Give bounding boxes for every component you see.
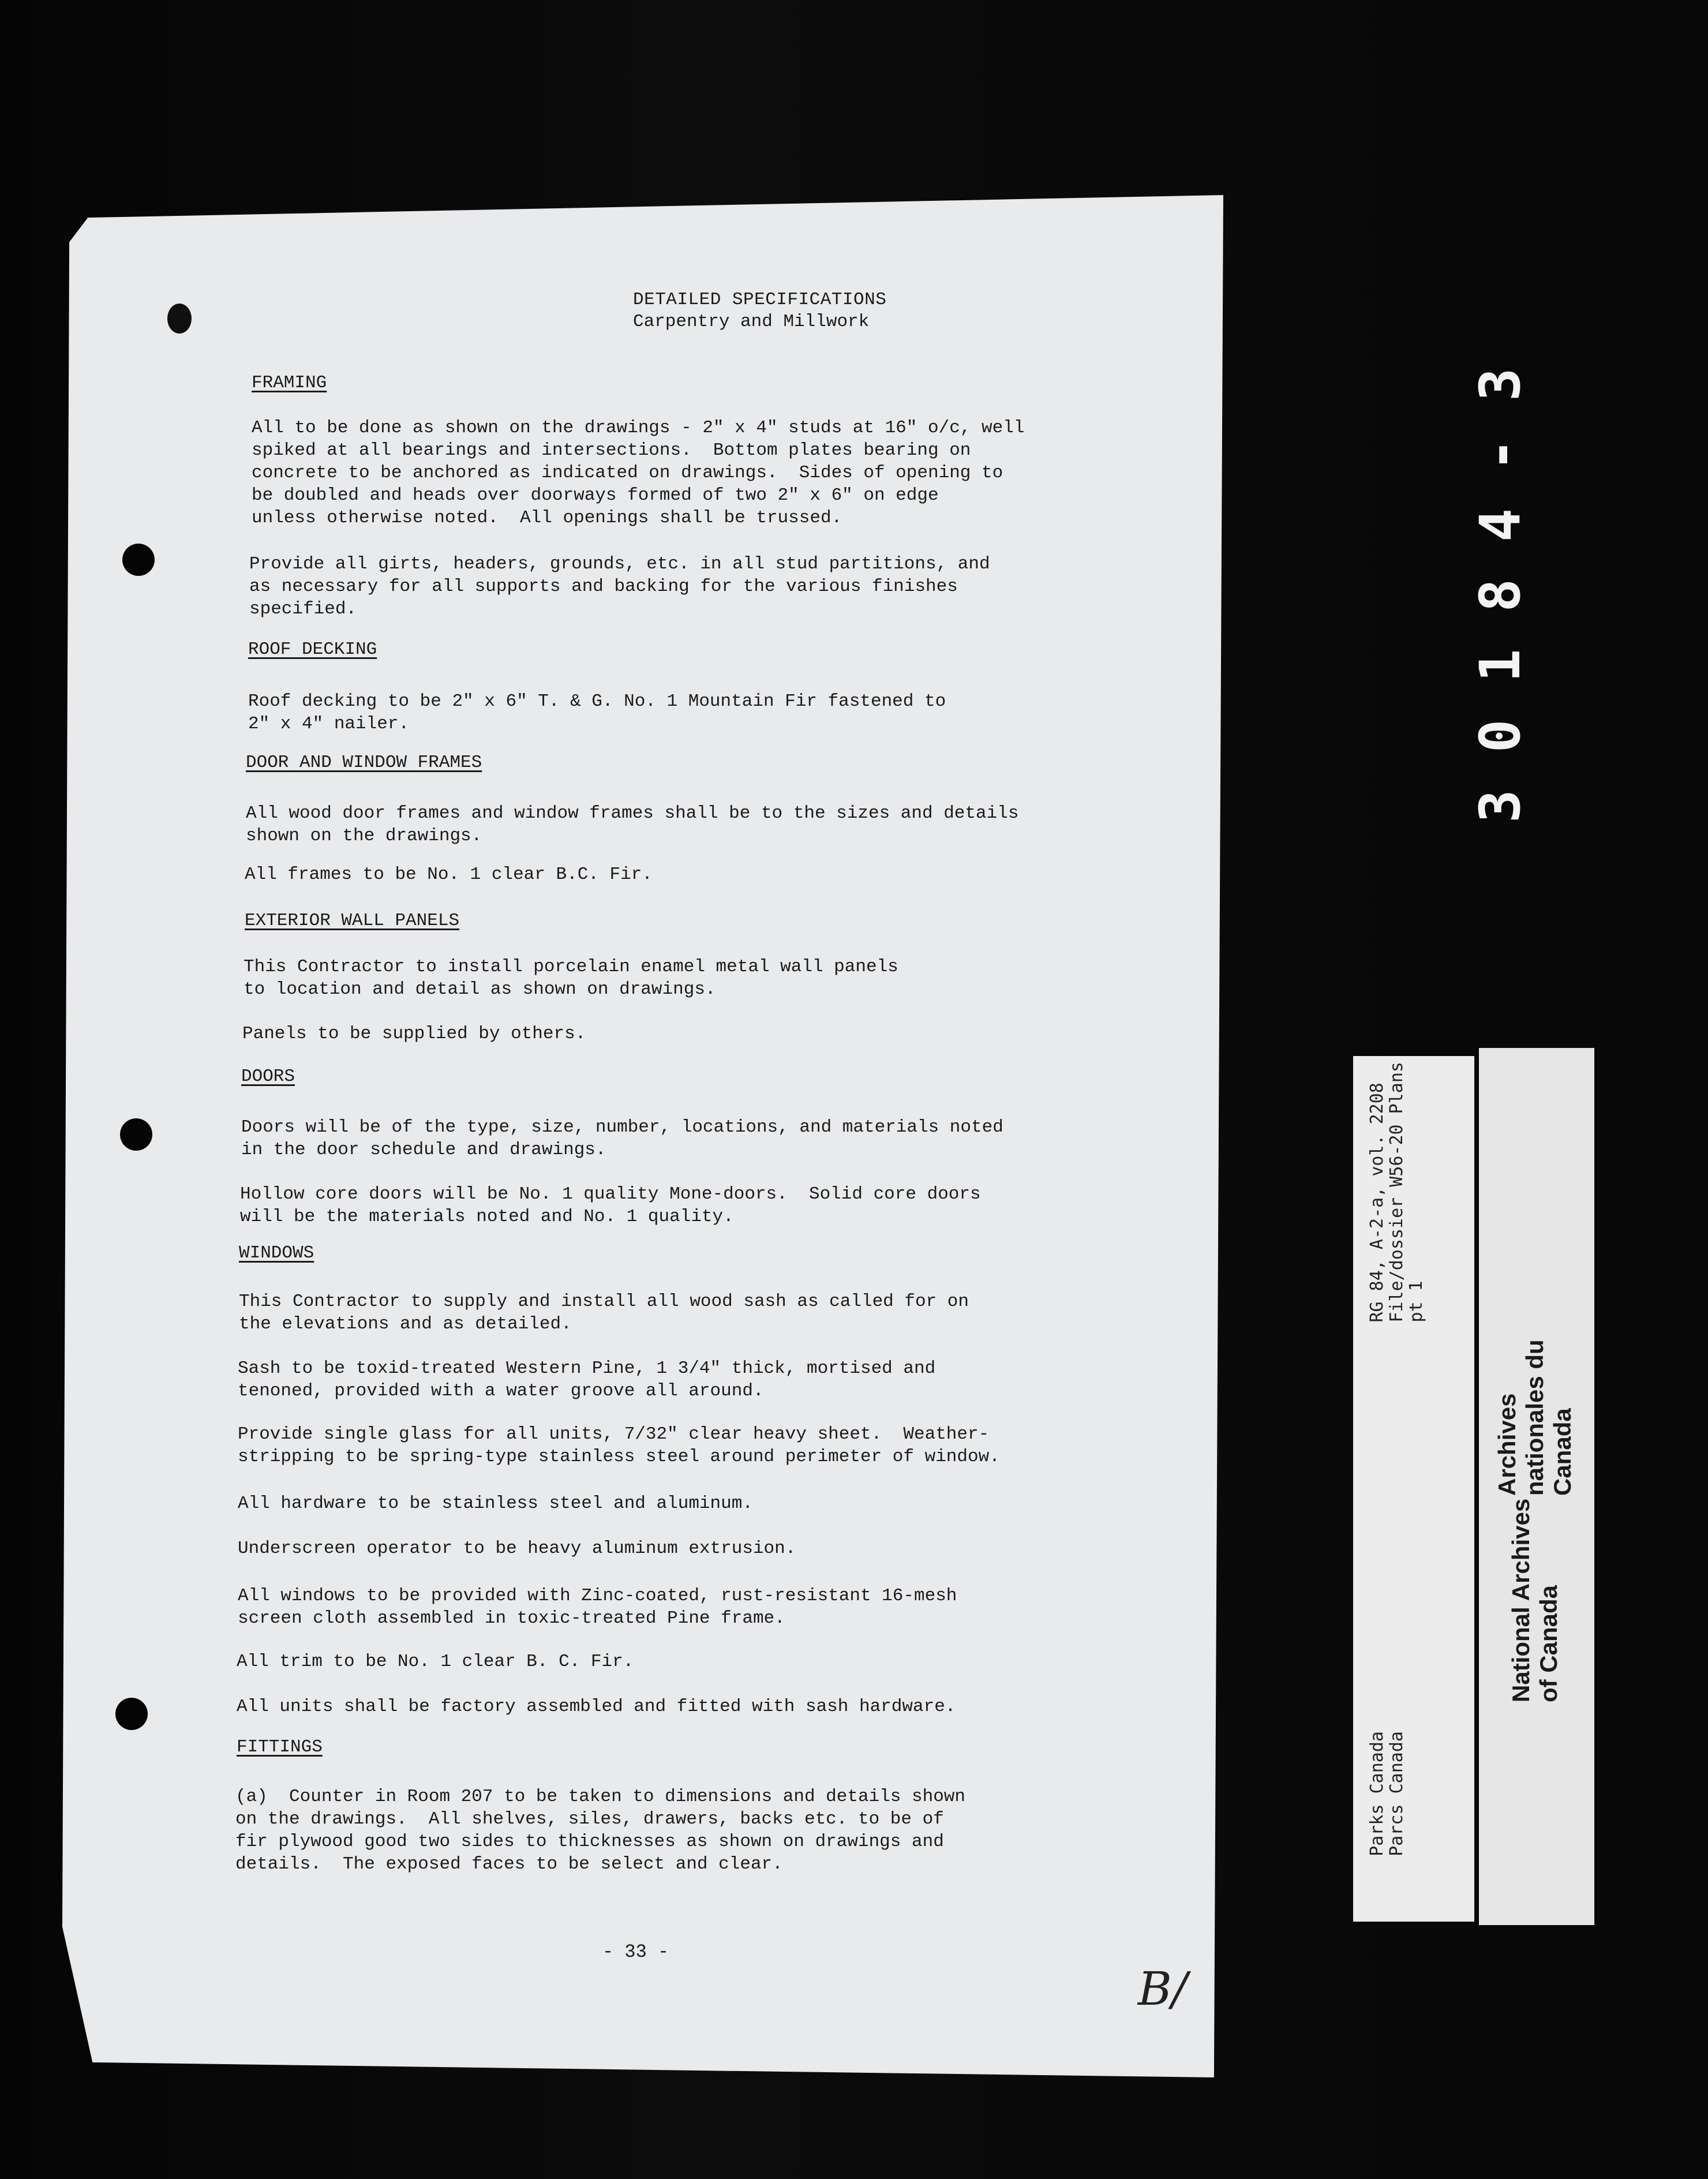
section-heading-exterior-wall-panels: EXTERIOR WALL PANELS <box>245 911 460 931</box>
punch-hole <box>122 544 155 576</box>
paragraph: This Contractor to install porcelain enamel metal wall panels to location and detail as shown on drawings. <box>244 957 898 999</box>
section-heading-door-window-frames: DOOR AND WINDOW FRAMES <box>246 752 482 773</box>
archive-institution-fr: Archives nationales du Canada <box>1493 1339 1576 1496</box>
archive-institution <box>1486 1270 1584 1702</box>
document-title: DETAILED SPECIFICATIONS <box>633 290 887 310</box>
paragraph: All wood door frames and window frames shall be to the sizes and details shown on the drawings. <box>246 803 1019 846</box>
ink-blot <box>167 304 192 334</box>
archive-department: Parks Canada Parcs Canada <box>1367 1731 1407 1856</box>
section-heading-fittings: FITTINGS <box>237 1737 323 1757</box>
paragraph: All trim to be No. 1 clear B. C. Fir. <box>237 1652 634 1672</box>
section-heading-framing: FRAMING <box>252 373 327 393</box>
punch-hole <box>120 1118 152 1151</box>
paragraph: Sash to be toxid-treated Western Pine, 1 3/4" thick, mortised and tenoned, provided with a water groove all around. <box>238 1358 936 1401</box>
archive-reference: RG 84, A-2-a, vol. 2208 File/dossier W56-20 Plans pt 1 <box>1367 1062 1426 1323</box>
paragraph: Panels to be supplied by others. <box>242 1024 586 1044</box>
paragraph: Provide single glass for all units, 7/32" clear heavy sheet. Weather- stripping to be spring-type stainless steel around perimeter of window. <box>238 1424 1000 1467</box>
paragraph: All windows to be provided with Zinc-coated, rust-resistant 16-mesh screen cloth assembled in toxic-treated Pine frame. <box>238 1586 957 1628</box>
paragraph: (a) Counter in Room 207 to be taken to dimensions and details shown on the drawings. All shelves, siles, drawers, backs etc. to be of fir plywood good two sides to thicknesses as shown on drawings and details. The exposed faces to be select and clear. <box>235 1787 966 1874</box>
paragraph: Provide all girts, headers, grounds, etc. in all stud partitions, and as necessary for all supports and backing for the various finishes specified. <box>249 554 990 619</box>
section-heading-doors: DOORS <box>241 1066 295 1087</box>
paragraph: Underscreen operator to be heavy aluminum extrusion. <box>238 1538 796 1559</box>
handwritten-initials: B/ <box>1138 1962 1188 2016</box>
paragraph: All units shall be factory assembled and fitted with sash hardware. <box>237 1697 956 1717</box>
archive-institution-en: National Archives of Canada <box>1507 1498 1562 1702</box>
document-subtitle: Carpentry and Millwork <box>633 312 870 332</box>
section-heading-roof-decking: ROOF DECKING <box>248 639 377 660</box>
film-frame-number: 30184-3 <box>1468 331 1533 823</box>
paragraph: Doors will be of the type, size, number, locations, and materials noted in the door schedule and drawings. <box>241 1117 1003 1160</box>
section-heading-windows: WINDOWS <box>239 1243 314 1263</box>
page-number: - 33 - <box>602 1941 669 1963</box>
paragraph: All frames to be No. 1 clear B.C. Fir. <box>245 864 653 885</box>
paragraph: All to be done as shown on the drawings - 2" x 4" studs at 16" o/c, well spiked at all bearings and intersections. Bottom plates bearing on concrete to be anchored as indicated on drawings. Sides of opening to be doubled and heads over doorways formed of two 2" x 6" on edge unless otherwise noted. All openings shall be trussed. <box>252 418 1025 528</box>
punch-hole <box>115 1698 148 1730</box>
paragraph: Hollow core doors will be No. 1 quality Mone-doors. Solid core doors will be the materials noted and No. 1 quality. <box>240 1184 981 1227</box>
paragraph: All hardware to be stainless steel and aluminum. <box>238 1493 753 1514</box>
paragraph: Roof decking to be 2" x 6" T. & G. No. 1 Mountain Fir fastened to 2" x 4" nailer. <box>248 691 946 734</box>
paragraph: This Contractor to supply and install all wood sash as called for on the elevations and as detailed. <box>239 1291 969 1334</box>
